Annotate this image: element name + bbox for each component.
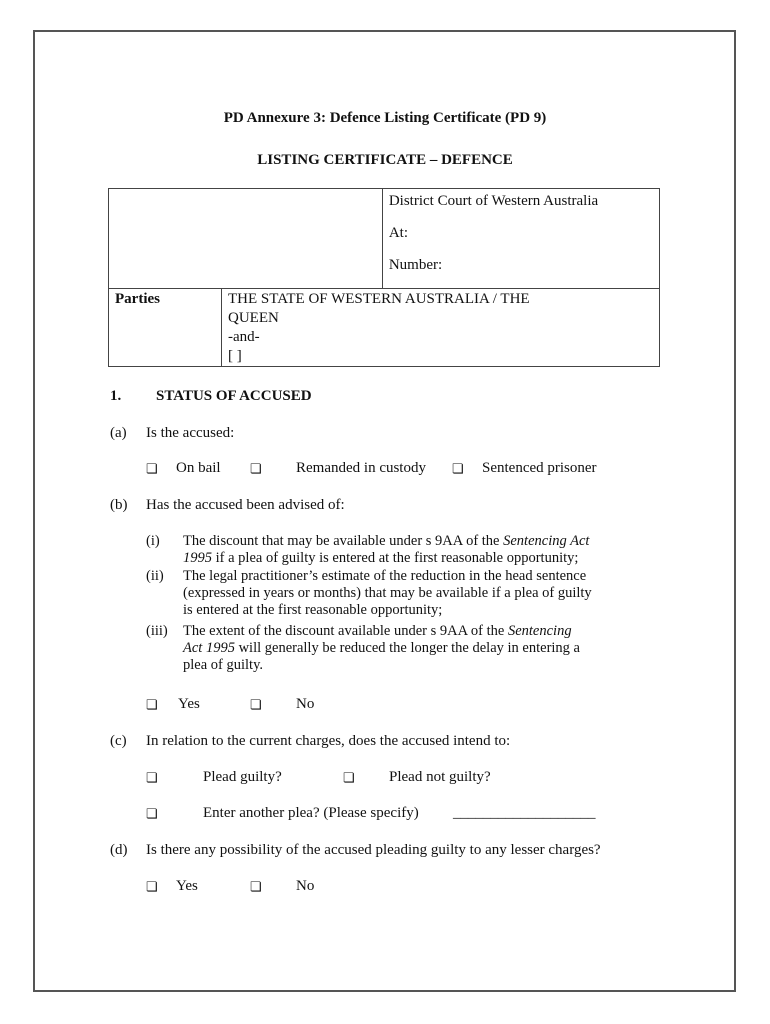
party-one-line1: THE STATE OF WESTERN AUSTRALIA / THE [228, 291, 530, 307]
court-name: District Court of Western Australia [388, 193, 599, 209]
question-d-label: (d) [110, 842, 128, 858]
question-a-label: (a) [110, 425, 127, 441]
question-d-text: Is there any possibility of the accused pleading guilty to any lesser charges? [146, 842, 601, 858]
parties-label: Parties [109, 289, 222, 367]
section-title: STATUS OF ACCUSED [156, 388, 312, 404]
item-iii-line1: The extent of the discount available under s 9AA of the Sentencing [183, 623, 572, 639]
header-table [108, 188, 660, 367]
other-plea-blank[interactable]: ___________________ [453, 805, 596, 821]
party-one-line2: QUEEN [228, 310, 279, 326]
item-ii-number: (ii) [146, 568, 164, 584]
item-iii-number: (iii) [146, 623, 168, 639]
checkbox-b-no[interactable]: ❏ [250, 697, 262, 712]
checkbox-on-bail[interactable]: ❏ [146, 461, 158, 476]
number-label[interactable]: Number: [388, 257, 443, 273]
at-label[interactable]: At: [388, 225, 408, 241]
checkbox-remanded[interactable]: ❏ [250, 461, 262, 476]
item-i-line1: The discount that may be available under s 9AA of the Sentencing Act [183, 533, 590, 549]
question-c-text: In relation to the current charges, does the accused intend to: [146, 733, 511, 749]
item-iii-line3: plea of guilty. [183, 657, 263, 673]
blank-cell [109, 189, 383, 289]
parties-cell [222, 289, 660, 367]
item-i-number: (i) [146, 533, 160, 549]
option-b-yes: Yes [178, 696, 200, 712]
question-a-text: Is the accused: [146, 425, 235, 441]
checkbox-sentenced[interactable]: ❏ [452, 461, 464, 476]
document-subheading: LISTING CERTIFICATE – DEFENCE [257, 152, 513, 168]
section-number: 1. [110, 388, 122, 404]
item-iii-line2: Act 1995 will generally be reduced the longer the delay in entering a [183, 640, 580, 656]
checkbox-plead-guilty[interactable]: ❏ [146, 770, 158, 785]
option-d-yes: Yes [176, 878, 198, 894]
option-other-plea: Enter another plea? (Please specify) [203, 805, 419, 821]
option-plead-not-guilty: Plead not guilty? [389, 769, 491, 785]
option-sentenced: Sentenced prisoner [482, 460, 597, 476]
checkbox-other-plea[interactable]: ❏ [146, 806, 158, 821]
option-plead-guilty: Plead guilty? [203, 769, 282, 785]
option-remanded: Remanded in custody [296, 460, 426, 476]
item-ii-line3: is entered at the first reasonable opportunity; [183, 602, 443, 618]
party-two-field[interactable]: [ ] [228, 348, 242, 364]
option-b-no: No [296, 696, 315, 712]
document-heading: PD Annexure 3: Defence Listing Certificate (PD 9) [223, 110, 547, 126]
item-ii-line2: (expressed in years or months) that may be available if a plea of guilty [183, 585, 592, 601]
option-on-bail: On bail [176, 460, 221, 476]
and-separator: -and- [228, 329, 260, 345]
checkbox-d-no[interactable]: ❏ [250, 879, 262, 894]
question-b-text: Has the accused been advised of: [146, 497, 345, 513]
item-ii-line1: The legal practitioner’s estimate of the reduction in the head sentence [183, 568, 587, 584]
question-b-label: (b) [110, 497, 128, 513]
option-d-no: No [296, 878, 315, 894]
court-cell [382, 189, 659, 289]
checkbox-d-yes[interactable]: ❏ [146, 879, 158, 894]
checkbox-b-yes[interactable]: ❏ [146, 697, 158, 712]
checkbox-plead-not-guilty[interactable]: ❏ [343, 770, 355, 785]
item-i-line2: 1995 if a plea of guilty is entered at the first reasonable opportunity; [183, 550, 579, 566]
question-c-label: (c) [110, 733, 127, 749]
